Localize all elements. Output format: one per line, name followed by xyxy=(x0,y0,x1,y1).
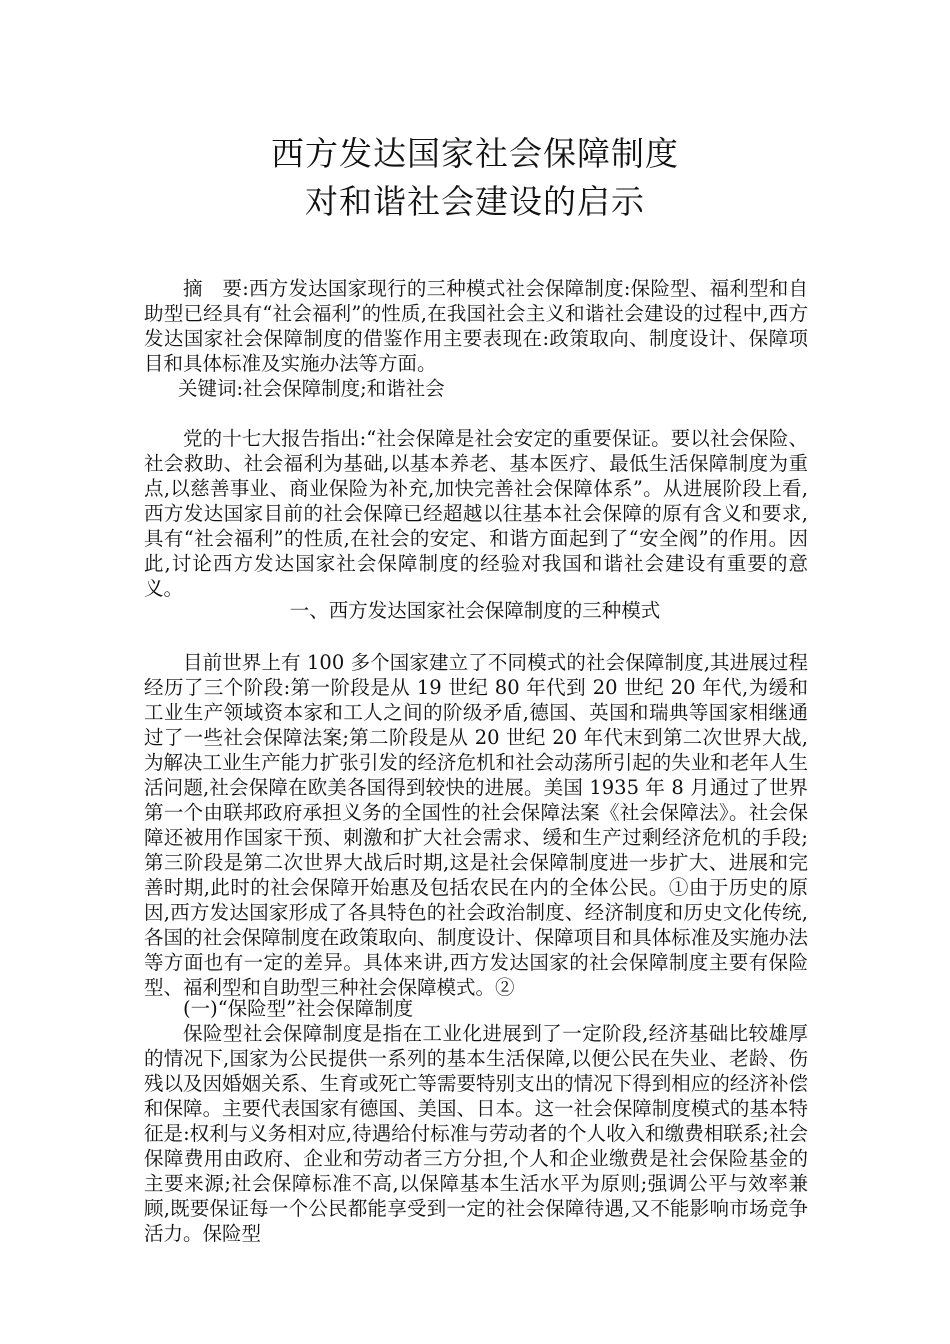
title-line-2: 对和谐社会建设的启示 xyxy=(305,182,645,221)
subsection-heading: (一)“保险型”社会保障制度 xyxy=(183,997,414,1020)
keywords: 关键词:社会保障制度;和谐社会 xyxy=(178,377,445,400)
subsection-paragraph-text: 保险型社会保障制度是指在工业化进展到了一定阶段,经济基础比较雄厚的情况下,国家为公民提供一系列的基本生活保障,以便公民在失业、老龄、伤残以及因婚姻关系、生育或死亡等需要特别支出的情况下得到相应的经济补偿和保障。主要代表国家有德国、美国、日本。这一社会保障制度模式的基本特征是:权利与义务相对应,待遇给付标准与劳动者的个人收入和缴费相联系;社会保障费用由政府、企业和劳动者三方分担,个人和企业缴费是社会保险基金的主要来源;社会保障标准不高,以保障基本生活水平为原则;强调公平与效率兼顾,既要保证每一个公民都能享受到一定的社会保障待遇,又不能影响市场竞争活力。保险型 xyxy=(144,1022,808,1245)
section-paragraph-text: 目前世界上有 100 多个国家建立了不同模式的社会保障制度,其进展过程经历了三个阶段:第一阶段是从 19 世纪 80 年代到 20 世纪 20 年代,为缓和工业生产领域资本家和工人之间的阶级矛盾,德国、英国和瑞典等国家相继通过了一些社会保障法案;第二阶段是从 20 世纪 20 年代末到第二次世界大战,为解决工业生产能力扩张引发的经济危机和社会动荡所引起的失业和老年人生活问题,社会保障在欧美各国得到较快的进展。美国 1935 年 8 月通过了世界第一个由联邦政府承担义务的全国性的社会保障法案《社会保障法》。社会保障还被用作国家干预、刺激和扩大社会需求、缓和生产过剩经济危机的手段;第三阶段是第二次世界大战后时期,这是社会保障制度进一步扩大、进展和完善时期,此时的社会保障开始惠及包括农民在内的全体公民。①由于历史的原因,西方发达国家形成了各具特色的社会政治制度、经济制度和历史文化传统,各国的社会保障制度在政策取向、制度设计、保障项目和具体标准及实施办法等方面也有一定的差异。具体来讲,西方发达国家的社会保障制度主要有保险型、福利型和自助型三种社会保障模式。② xyxy=(144,651,808,999)
abstract-text: 摘 要:西方发达国家现行的三种模式社会保障制度:保险型、福利型和自助型已经具有“社会福利”的性质,在我国社会主义和谐社会建设的过程中,西方发达国家社会保障制度的借鉴作用主要表现在:政策取向、制度设计、保障项目和具体标准及实施办法等方面。 xyxy=(144,277,808,375)
subsection-paragraph xyxy=(144,1021,808,1246)
title-line-1: 西方发达国家社会保障制度 xyxy=(271,134,679,173)
section-paragraph xyxy=(144,650,808,1000)
intro-paragraph xyxy=(144,426,808,601)
intro-paragraph-text: 党的十七大报告指出:“社会保障是社会安定的重要保证。要以社会保险、社会救助、社会福利为基础,以基本养老、基本医疗、最低生活保障制度为重点,以慈善事业、商业保险为补充,加快完善社会保障体系”。从进展阶段上看,西方发达国家目前的社会保障已经超越以往基本社会保障的原有含义和要求,具有“社会福利”的性质,在社会的安定、和谐方面起到了“安全阀”的作用。因此,讨论西方发达国家社会保障制度的经验对我国和谐社会建设有重要的意义。 xyxy=(144,427,808,600)
abstract xyxy=(144,276,808,376)
section-heading: 一、西方发达国家社会保障制度的三种模式 xyxy=(289,599,661,622)
